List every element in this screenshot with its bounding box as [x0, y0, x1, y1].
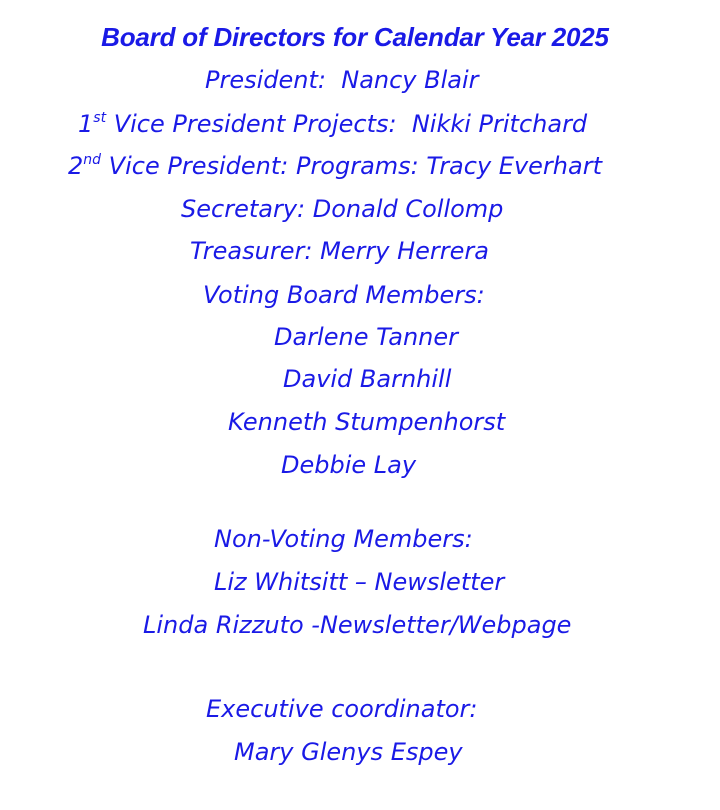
vp1-ordinal: 1 — [78, 110, 94, 138]
vp1-text: Vice President Projects: Nikki Pritchard — [106, 110, 588, 138]
executive-coordinator-name: Mary Glenys Espey — [234, 738, 463, 766]
voting-member: Kenneth Stumpenhorst — [228, 408, 506, 436]
president-line: President: Nancy Blair — [205, 66, 479, 94]
executive-coordinator-heading: Executive coordinator: — [206, 695, 478, 723]
secretary-line: Secretary: Donald Collomp — [181, 195, 504, 223]
voting-member: Debbie Lay — [281, 451, 417, 479]
vp2-ordinal-suffix: nd — [83, 152, 102, 168]
voting-member: David Barnhill — [283, 365, 452, 393]
voting-members-heading: Voting Board Members: — [203, 281, 485, 309]
document-title: Board of Directors for Calendar Year 2025 — [101, 22, 609, 52]
vp1-ordinal-suffix: st — [93, 110, 107, 126]
vp2-text: Vice President: Programs: Tracy Everhart — [101, 152, 602, 180]
voting-member: Darlene Tanner — [274, 323, 458, 351]
non-voting-member: Liz Whitsitt – Newsletter — [214, 568, 505, 596]
treasurer-line: Treasurer: Merry Herrera — [190, 237, 489, 265]
second-vice-president-line — [68, 154, 602, 178]
first-vice-president-line — [78, 112, 587, 136]
non-voting-members-heading: Non-Voting Members: — [214, 525, 473, 553]
non-voting-member: Linda Rizzuto -Newsletter/Webpage — [143, 611, 572, 639]
vp2-ordinal: 2 — [68, 152, 84, 180]
